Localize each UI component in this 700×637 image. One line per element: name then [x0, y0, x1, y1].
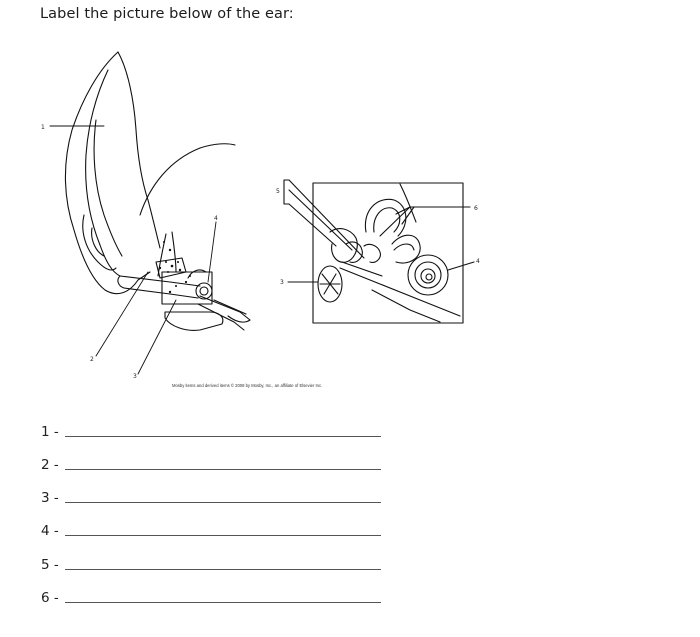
answer-blank-1[interactable]: [65, 436, 381, 437]
answer-blank-4[interactable]: [65, 535, 381, 536]
inset-label-3: 3: [280, 279, 284, 286]
figure-label-1: 1: [41, 124, 45, 131]
answer-row-1: [41, 420, 381, 440]
answer-blank-5[interactable]: [65, 569, 381, 570]
figure-label-3: 3: [133, 373, 137, 380]
answer-row-2: [41, 453, 381, 473]
answer-number-5: 5 -: [41, 557, 59, 573]
answer-blank-2[interactable]: [65, 469, 381, 470]
figure-credit: Mosby items and derived items © 2008 by Mosby, Inc., an affiliate of Elsevier Inc.: [172, 383, 323, 388]
answer-row-4: [41, 519, 381, 539]
page-title: Label the picture below of the ear:: [40, 6, 294, 22]
answer-blank-3[interactable]: [65, 502, 381, 503]
inner-ear-inset: [284, 180, 474, 323]
figure-label-2: 2: [90, 356, 94, 363]
answer-row-3: [41, 486, 381, 506]
answer-number-1: 1 -: [41, 424, 59, 440]
bone-texture: [159, 241, 191, 293]
outer-leader-lines: [50, 126, 216, 374]
answer-row-6: [41, 586, 381, 606]
inset-label-4: 4: [476, 258, 480, 265]
answer-number-2: 2 -: [41, 457, 59, 473]
answer-number-4: 4 -: [41, 523, 59, 539]
answer-row-5: [41, 553, 381, 573]
inset-label-5: 5: [276, 188, 280, 195]
answer-blank-6[interactable]: [65, 602, 381, 603]
answer-number-3: 3 -: [41, 490, 59, 506]
outer-ear-drawing: [65, 52, 250, 330]
figure-label-4: 4: [214, 215, 218, 222]
answer-number-6: 6 -: [41, 590, 59, 606]
inset-label-6: 6: [474, 205, 478, 212]
